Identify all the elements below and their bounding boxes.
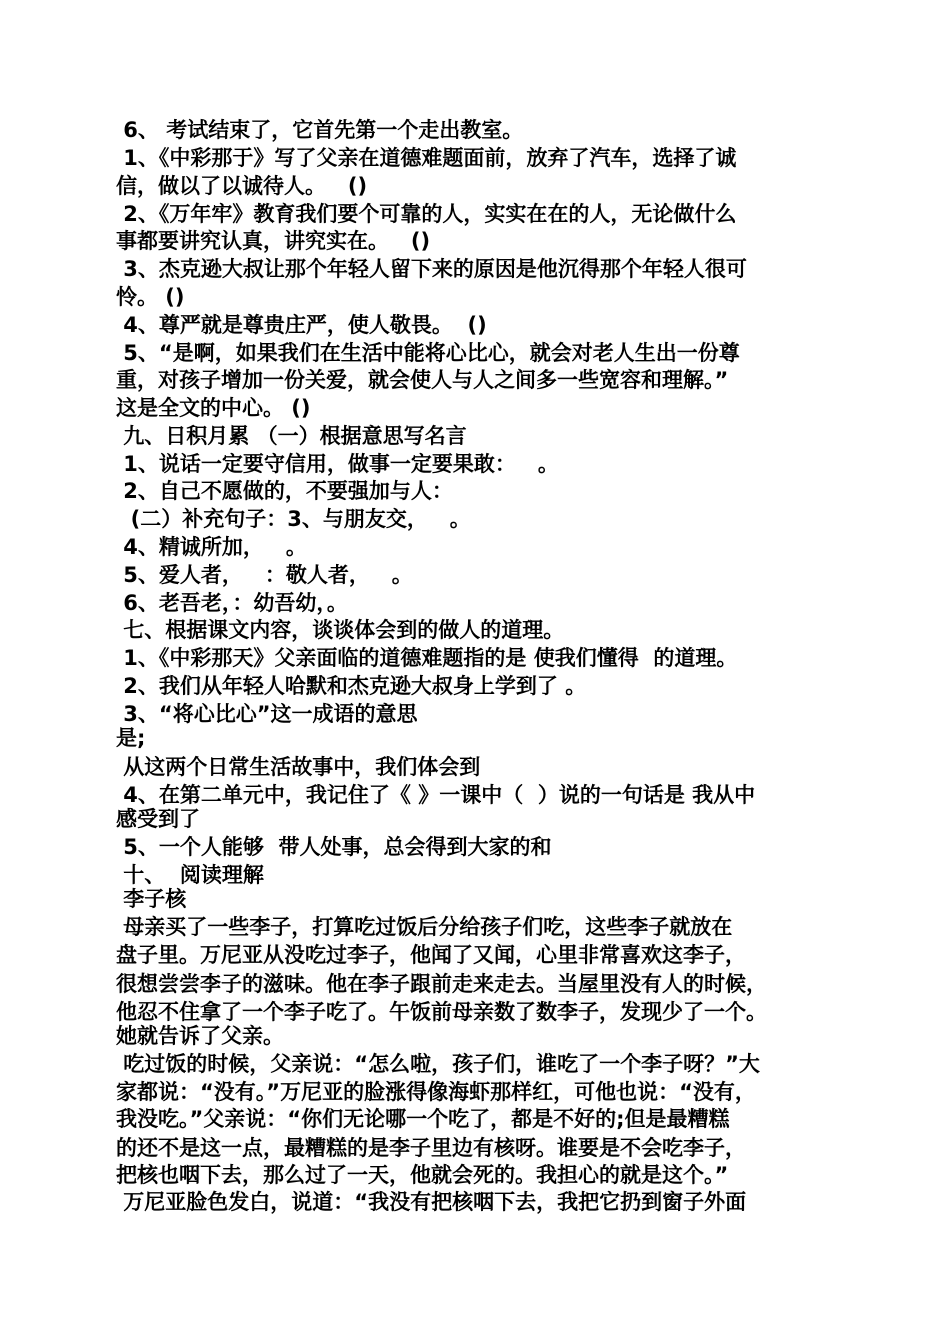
text-line: 重，对孩子增加一份关爱，就会使人与人之间多一些宽容和理解。” bbox=[116, 368, 729, 392]
text-line: 5、“是啊，如果我们在生活中能将心比心，就会对老人生出一份尊 bbox=[116, 341, 740, 365]
text-line: 5、爱人者， ：敬人者， 。 bbox=[116, 563, 413, 587]
text-line: 从这两个日常生活故事中，我们体会到 bbox=[116, 755, 481, 779]
text-line: 1、《中彩那于》写了父亲在道德难题面前，放弃了汽车，选择了诚 bbox=[116, 146, 737, 170]
text-line: 信，做以了以诚待人。 () bbox=[116, 174, 368, 198]
text-line: 2、自己不愿做的，不要强加与人： bbox=[116, 479, 453, 503]
text-line: 2、《万年牢》教育我们要个可靠的人，实实在在的人，无论做什么 bbox=[116, 202, 737, 226]
section-heading: 九、日积月累 （一）根据意思写名言 bbox=[116, 424, 467, 448]
text-line: 这是全文的中心。 () bbox=[116, 396, 311, 420]
text-line: 怜。 () bbox=[116, 285, 185, 309]
text-line: 4、在第二单元中，我记住了《 》一课中（ ）说的一句话是 我从中 bbox=[116, 783, 756, 807]
passage-line: 万尼亚脸色发白，说道：“我没有把核咽下去，我把它扔到窗子外面 bbox=[116, 1190, 747, 1214]
text-line: 4、尊严就是尊贵庄严，使人敬畏。 () bbox=[116, 313, 487, 337]
passage-line: 把核也咽下去，那么过了一天，他就会死的。我担心的就是这个。” bbox=[116, 1163, 729, 1187]
text-line: 6、 考试结束了，它首先第一个走出教室。 bbox=[116, 118, 524, 142]
text-line: 6、老吾老，：幼吾幼，。 bbox=[116, 591, 348, 615]
passage-line: 他忍不住拿了一个李子吃了。午饭前母亲数了数李子，发现少了一个。 bbox=[116, 1000, 767, 1024]
passage-line: 的还不是这一点，最糟糕的是李子里边有核呀。谁要是不会吃李子， bbox=[116, 1136, 746, 1160]
text-line: 5、一个人能够 带人处事，总会得到大家的和 bbox=[116, 835, 552, 859]
text-line: (二）补充句子：3、与朋友交， 。 bbox=[116, 507, 471, 531]
passage-title: 李子核 bbox=[116, 887, 187, 911]
text-line: 4、精诚所加， 。 bbox=[116, 535, 307, 559]
passage-line: 盘子里。万尼亚从没吃过李子，他闻了又闻，心里非常喜欢这李子， bbox=[116, 943, 746, 967]
passage-line: 吃过饭的时候，父亲说：“怎么啦，孩子们，谁吃了一个李子呀？”大 bbox=[116, 1052, 760, 1076]
text-line: 是; bbox=[116, 726, 146, 750]
passage-line: 我没吃。”父亲说：“你们无论哪一个吃了，都是不好的;但是最糟糕 bbox=[116, 1107, 730, 1131]
text-line: 2、我们从年轻人哈默和杰克逊大叔身上学到了 。 bbox=[116, 674, 587, 698]
section-heading: 七、根据课文内容，谈谈体会到的做人的道理。 bbox=[116, 618, 565, 642]
passage-line: 她就告诉了父亲。 bbox=[116, 1024, 284, 1048]
text-line: 1、《中彩那天》父亲面临的道德难题指的是 使我们懂得 的道理。 bbox=[116, 646, 738, 670]
passage-line: 很想尝尝李子的滋味。他在李子跟前走来走去。当屋里没有人的时候， bbox=[116, 972, 767, 996]
text-line: 3、杰克逊大叔让那个年轻人留下来的原因是他沉得那个年轻人很可 bbox=[116, 257, 747, 281]
text-line: 1、说话一定要守信用，做事一定要果敢： 。 bbox=[116, 452, 559, 476]
section-heading: 十、 阅读理解 bbox=[116, 863, 264, 887]
text-line: 事都要讲究认真，讲究实在。 () bbox=[116, 229, 431, 253]
passage-line: 家都说：“没有。”万尼亚的脸涨得像海虾那样红，可他也说：“没有， bbox=[116, 1080, 756, 1104]
text-line: 3、“将心比心”这一成语的意思 bbox=[116, 702, 418, 726]
passage-line: 母亲买了一些李子，打算吃过饭后分给孩子们吃，这些李子就放在 bbox=[116, 915, 733, 939]
text-line: 感受到了 bbox=[116, 807, 200, 831]
